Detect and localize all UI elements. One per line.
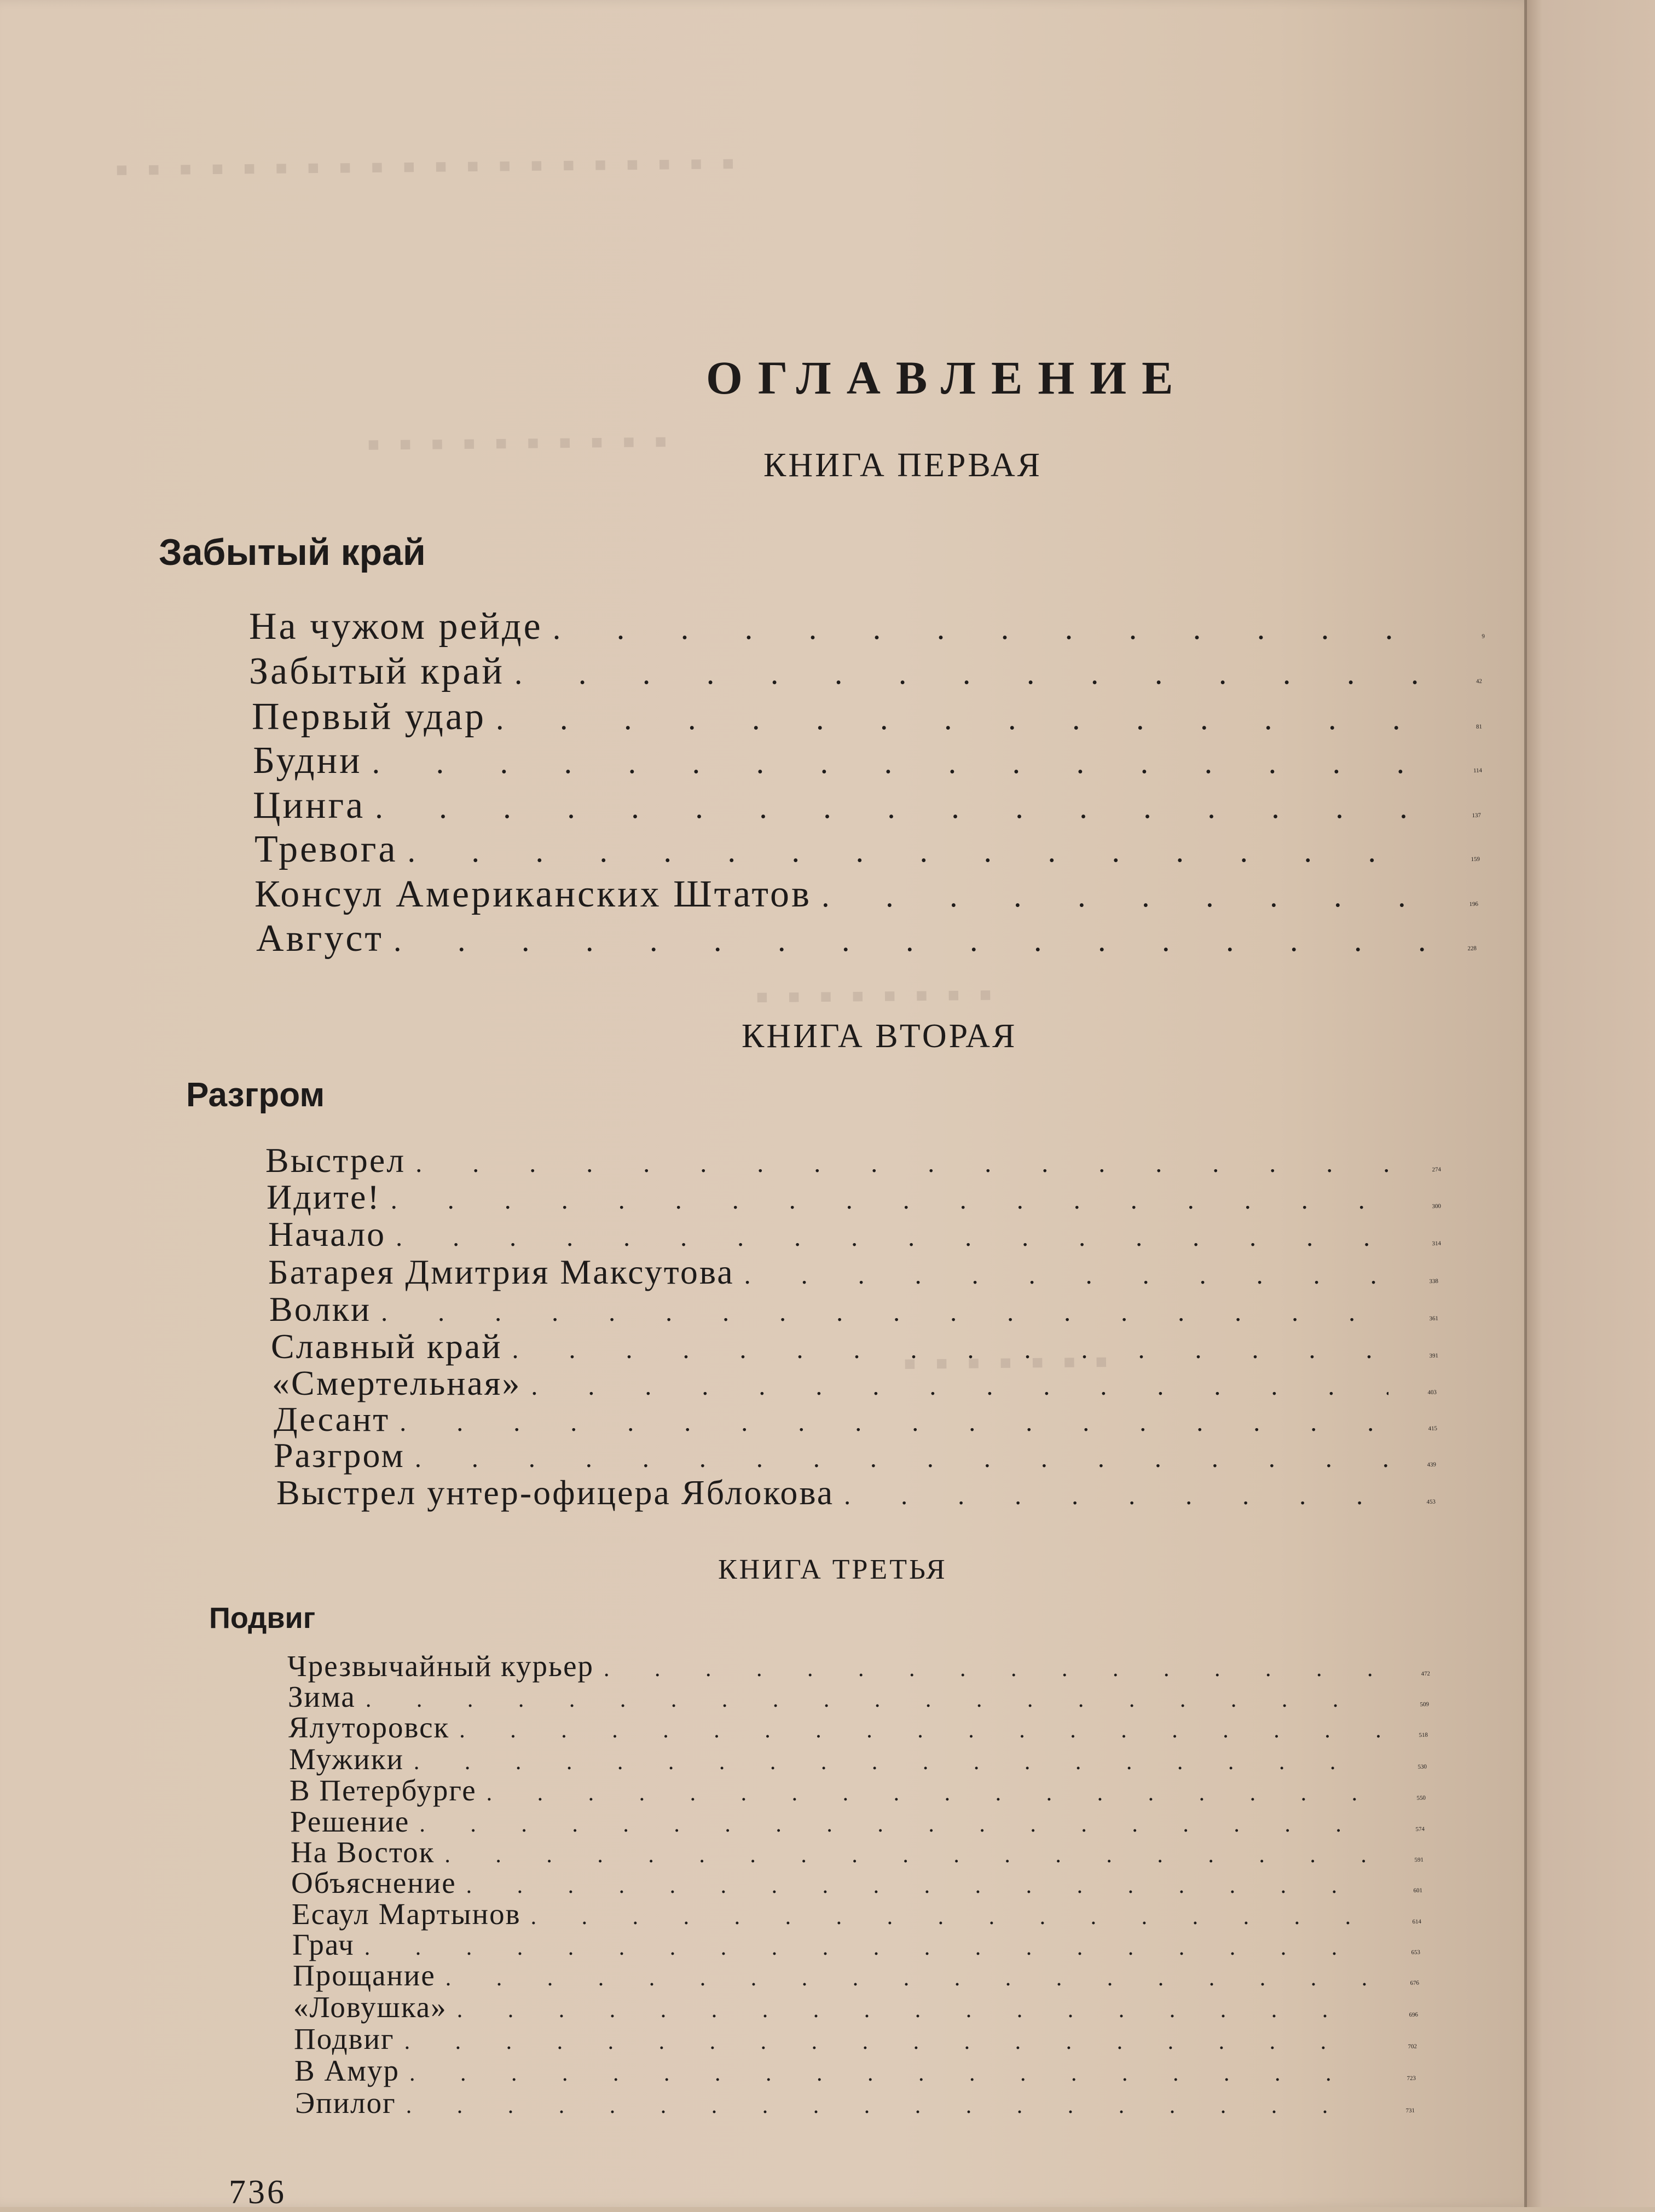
dot-leader	[531, 1371, 1388, 1401]
toc-entry[interactable]	[249, 650, 1483, 694]
dot-leader	[366, 1687, 1381, 1713]
toc-entry-title: Разгром	[274, 1436, 405, 1475]
dot-leader	[396, 1222, 1393, 1252]
toc-entry-page: 614	[1412, 1918, 1422, 1926]
dot-leader	[375, 789, 1433, 825]
toc-entry[interactable]	[253, 784, 1482, 828]
dot-leader	[604, 1656, 1382, 1682]
toc-entry-page: 42	[1475, 678, 1483, 685]
page-number: 736	[229, 2174, 286, 2211]
toc-entry-title: Есаул Мартынов	[292, 1897, 521, 1931]
dot-leader	[744, 1260, 1390, 1290]
toc-entry-title: В Амур	[294, 2054, 400, 2087]
next-page-edge	[1527, 0, 1655, 2207]
book-three-section: Подвиг	[209, 1602, 316, 1635]
toc-entry[interactable]	[289, 1742, 1428, 1776]
toc-entry[interactable]	[254, 828, 1481, 871]
toc-entry-page: 228	[1467, 945, 1477, 952]
toc-entry-title: Грач	[292, 1928, 355, 1961]
toc-entry[interactable]	[267, 1177, 1442, 1217]
book-one-section: Забытый край	[159, 532, 426, 573]
book-one-heading: КНИГА ПЕРВАЯ	[763, 447, 1042, 484]
toc-entry-title: Зима	[288, 1680, 356, 1713]
show-through-text: ▪ ▪ ▪ ▪ ▪ ▪ ▪ ▪	[755, 973, 997, 1019]
dot-leader	[414, 1749, 1379, 1775]
dot-leader	[406, 2093, 1367, 2119]
toc-entry-page: 574	[1415, 1826, 1425, 1833]
dot-leader	[364, 1934, 1372, 1961]
toc-entry-page: 676	[1410, 1979, 1420, 1987]
show-through-text: ▪ ▪ ▪ ▪ ▪ ▪ ▪ ▪ ▪ ▪	[366, 420, 673, 466]
dot-leader	[444, 1842, 1375, 1868]
toc-entry-title: Забытый край	[249, 650, 505, 692]
toc-entry-page: 509	[1420, 1701, 1430, 1708]
toc-entry[interactable]	[274, 1399, 1438, 1440]
dot-leader	[457, 1997, 1370, 2023]
toc-entry-title: Решение	[290, 1805, 410, 1838]
toc-entry[interactable]	[287, 1649, 1431, 1683]
dot-leader	[821, 877, 1430, 914]
toc-entry-page: 391	[1429, 1352, 1439, 1360]
toc-entry-title: Прощание	[293, 1959, 436, 1992]
toc-entry-title: На чужом рейде	[249, 605, 543, 648]
toc-entry-page: 530	[1417, 1763, 1427, 1771]
dot-leader	[531, 1904, 1373, 1930]
dot-leader	[408, 833, 1432, 869]
toc-entry-page: 702	[1408, 2043, 1417, 2051]
dot-leader	[415, 1443, 1388, 1474]
toc-entry-page: 653	[1411, 1949, 1421, 1956]
toc-entry-page: 137	[1472, 812, 1482, 819]
toc-entry[interactable]	[269, 1289, 1439, 1330]
dot-leader	[400, 1407, 1389, 1437]
toc-entry-title: Идите!	[267, 1177, 381, 1216]
toc-entry[interactable]	[265, 1140, 1442, 1181]
toc-entry-page: 196	[1469, 900, 1479, 908]
dot-leader	[372, 744, 1434, 781]
toc-entry-title: Ялуторовск	[288, 1711, 450, 1744]
toc-entry[interactable]	[293, 1958, 1420, 1992]
toc-entry[interactable]	[288, 1679, 1430, 1714]
toc-entry-page: 403	[1427, 1389, 1437, 1396]
toc-entry-page: 361	[1429, 1315, 1439, 1322]
dot-leader	[391, 1185, 1393, 1215]
toc-entry-title: «Ловушка»	[293, 1990, 447, 2024]
toc-entry-title: Цинга	[253, 784, 366, 827]
toc-entry[interactable]	[268, 1252, 1439, 1292]
toc-entry-page: 9	[1482, 633, 1485, 640]
toc-entry-title: В Петербурге	[290, 1774, 477, 1807]
dot-leader	[419, 1811, 1376, 1838]
toc-entry-title: Выстрел	[265, 1141, 406, 1180]
dot-leader	[466, 1873, 1374, 1899]
toc-entry-title: Тревога	[254, 828, 398, 870]
toc-entry-title: На Восток	[291, 1835, 435, 1869]
toc-entry-title: Славный край	[271, 1327, 502, 1366]
toc-entry-page: 274	[1432, 1166, 1442, 1174]
dot-leader	[844, 1481, 1387, 1511]
dot-leader	[496, 700, 1434, 737]
toc-entry[interactable]	[290, 1804, 1426, 1839]
toc-entry-title: Волки	[269, 1290, 372, 1329]
dot-leader	[487, 1780, 1378, 1806]
toc-entry-page: 415	[1428, 1425, 1438, 1433]
toc-entry-page: 159	[1471, 856, 1480, 863]
page-title: ОГЛАВЛЕНИЕ	[706, 351, 1189, 404]
toc-entry[interactable]	[256, 917, 1478, 961]
toc-entry[interactable]	[294, 2022, 1418, 2056]
toc-entry-page: 114	[1473, 767, 1483, 775]
dot-leader	[381, 1297, 1390, 1327]
toc-entry-title: Мужики	[289, 1742, 404, 1776]
dot-leader	[394, 922, 1428, 958]
toc-entry-page: 731	[1405, 2107, 1415, 2115]
dot-leader	[514, 655, 1434, 691]
toc-entry-title: Первый удар	[252, 696, 486, 738]
toc-entry-title: «Смертельная»	[272, 1364, 522, 1402]
toc-entry-title: Начало	[268, 1215, 386, 1254]
toc-entry[interactable]	[292, 1927, 1421, 1962]
toc-entry[interactable]	[291, 1835, 1425, 1869]
toc-entry-page: 591	[1414, 1856, 1424, 1864]
toc-entry-title: Эпилог	[295, 2086, 396, 2119]
toc-entry-title: Объяснение	[291, 1866, 456, 1899]
toc-entry[interactable]	[252, 695, 1483, 739]
toc-entry[interactable]	[288, 1710, 1429, 1745]
toc-entry-page: 81	[1475, 723, 1483, 730]
toc-entry-page: 550	[1416, 1794, 1426, 1802]
toc-entry-title: Выстрел унтер-офицера Яблокова	[276, 1473, 835, 1512]
toc-entry[interactable]	[268, 1214, 1442, 1255]
toc-entry-title: Подвиг	[294, 2022, 395, 2055]
dot-leader	[415, 1148, 1393, 1179]
toc-entry-page: 314	[1432, 1240, 1442, 1248]
toc-entry[interactable]	[292, 1897, 1422, 1931]
toc-entry-title: Август	[256, 917, 384, 960]
toc-entry[interactable]	[293, 1990, 1419, 2024]
toc-entry-title: Десант	[274, 1400, 390, 1439]
book-three-heading: КНИГА ТРЕТЬЯ	[718, 1554, 947, 1585]
toc-entry[interactable]	[276, 1472, 1437, 1513]
book-two-heading: КНИГА ВТОРАЯ	[742, 1018, 1017, 1055]
book-two-section: Разгром	[186, 1076, 325, 1114]
show-through-text: ▪ ▪ ▪ ▪ ▪ ▪ ▪ ▪ ▪ ▪ ▪ ▪ ▪ ▪ ▪ ▪ ▪ ▪ ▪ ▪	[114, 142, 740, 191]
toc-entry[interactable]	[274, 1435, 1437, 1476]
toc-entry[interactable]	[249, 605, 1486, 649]
toc-entry-page: 472	[1421, 1670, 1431, 1678]
toc-entry-page: 338	[1429, 1278, 1439, 1285]
toc-entry[interactable]	[254, 873, 1479, 916]
toc-entry-title: Консул Американских Штатов	[254, 873, 812, 915]
toc-entry-page: 601	[1413, 1887, 1423, 1895]
toc-entry-page: 723	[1407, 2075, 1416, 2082]
dot-leader	[409, 2060, 1368, 2087]
toc-entry[interactable]	[290, 1773, 1427, 1807]
toc-entry-page: 439	[1427, 1461, 1437, 1469]
toc-entry-title: Батарея Дмитрия Максутова	[268, 1252, 734, 1291]
dot-leader	[553, 610, 1437, 646]
toc-entry-title: Чрезвычайный курьер	[287, 1649, 594, 1683]
toc-entry-page: 518	[1419, 1731, 1428, 1739]
toc-entry-page: 453	[1426, 1498, 1436, 1506]
toc-entry[interactable]	[253, 739, 1483, 783]
dot-leader	[404, 2029, 1369, 2055]
toc-entry[interactable]	[291, 1866, 1423, 1900]
dot-leader	[512, 1335, 1391, 1365]
toc-entry-page: 696	[1409, 2011, 1419, 2019]
toc-entry[interactable]	[294, 2053, 1417, 2088]
toc-entry[interactable]	[295, 2086, 1416, 2120]
dot-leader	[459, 1717, 1380, 1743]
toc-entry-title: Будни	[253, 740, 362, 782]
toc-entry-page: 300	[1432, 1203, 1442, 1210]
show-through-text: ▪ ▪ ▪ ▪ ▪ ▪ ▪	[902, 1340, 1113, 1385]
dot-leader	[445, 1965, 1371, 1991]
toc-entry[interactable]	[271, 1326, 1439, 1367]
toc-entry[interactable]	[272, 1363, 1438, 1404]
